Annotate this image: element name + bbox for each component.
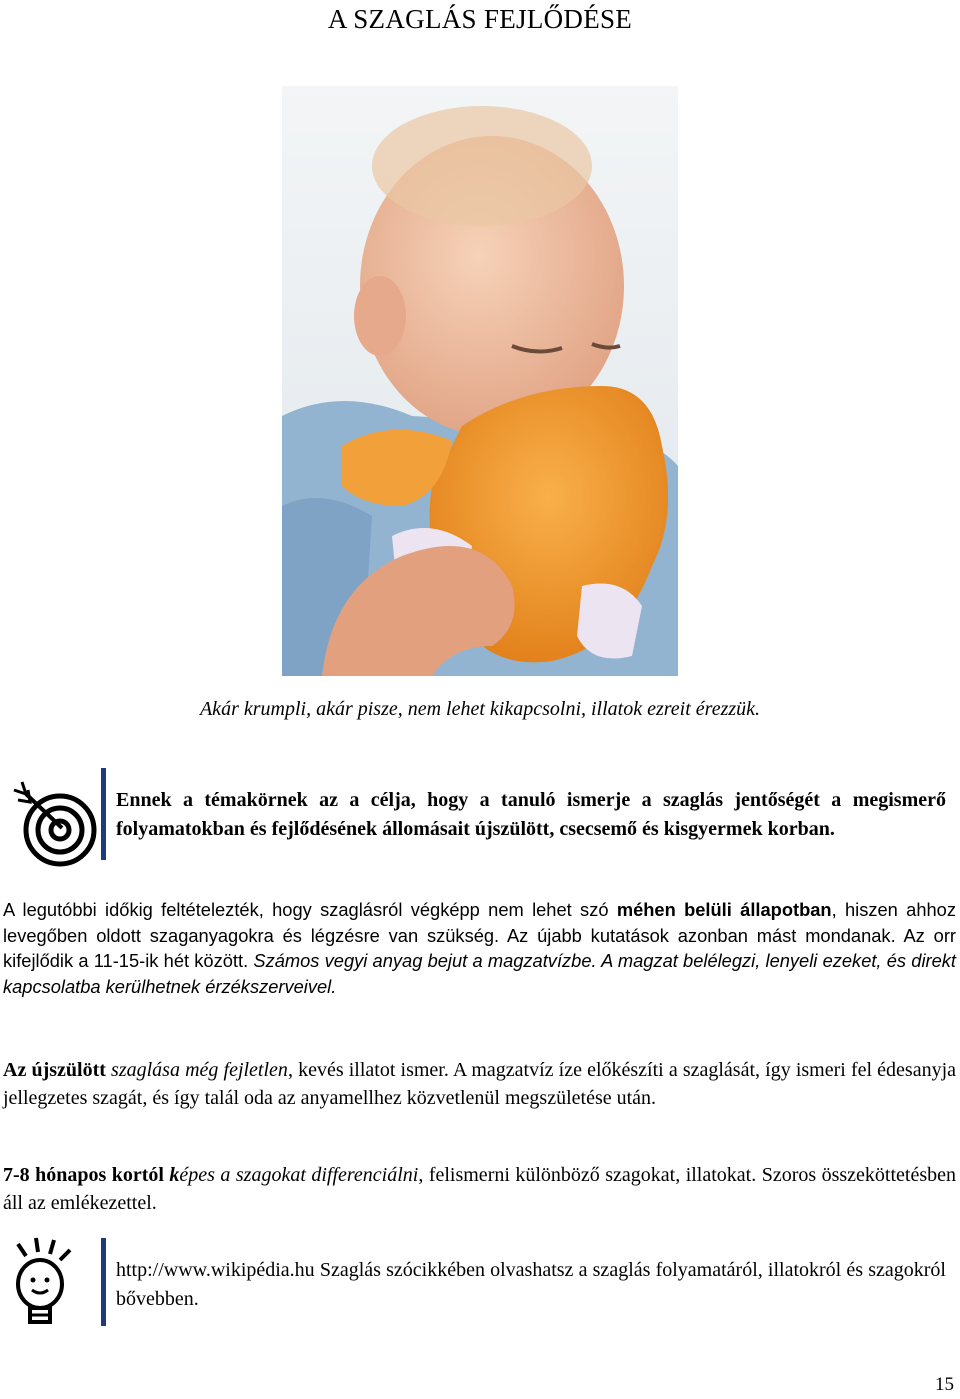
p3-italic-1: épes a szagokat differenciálni xyxy=(179,1164,419,1186)
page-number: 15 xyxy=(935,1374,954,1395)
photo-caption: Akár krumpli, akár pisze, nem lehet kikapcsolni, illatok ezreit érezzük. xyxy=(199,698,761,720)
target-arrow-icon xyxy=(10,780,102,873)
tip-accent-bar xyxy=(101,1238,106,1326)
paragraph-womb xyxy=(3,897,956,1000)
p1-italic-1: Számos vegyi anyag bejut a magzatvízbe. A magzat belélegzi, lenyeli ezeket, és direkt kapcsolatba kerülhetnek érzékszerveivel. xyxy=(3,950,956,998)
p1-text-1: A legutóbbi időkig feltételezték, hogy szaglásról végképp nem lehet szó xyxy=(3,899,617,920)
baby-illustration xyxy=(282,86,678,676)
p3-bold-italic-1: k xyxy=(169,1164,180,1186)
paragraph-newborn xyxy=(3,1056,956,1112)
lightbulb-idea-icon xyxy=(6,1236,86,1333)
p1-text-2: , hiszen ahhoz levegőben oldott szaganyagokra és légzésre van szükség. Az újabb kutatások azonban mást mondanak. Az orr kifejlődik a 11-15-ik hét között. xyxy=(3,899,956,972)
paragraph-infant xyxy=(3,1161,956,1217)
p2-italic-1: szaglása még fejletlen xyxy=(111,1059,288,1081)
goal-text: Ennek a témakörnek az a célja, hogy a tanuló ismerje a szaglás jentőségét a megismerő folyamatokban és fejlődésének állomásait újszülött, csecsemő és kisgyermek korban. xyxy=(116,789,946,840)
p3-text-2: , felismerni különböző szagokat, illatokat. Szoros összeköttetésben áll az emlékezettel. xyxy=(3,1164,956,1214)
p3-bold-1: 7-8 hónapos kortól xyxy=(3,1164,164,1186)
goal-accent-bar xyxy=(101,768,106,860)
baby-photo xyxy=(282,86,678,676)
p1-bold-1: méhen belüli állapotban xyxy=(616,899,832,920)
p2-bold-1: Az újszülött xyxy=(3,1059,106,1081)
tip-text[interactable]: http://www.wikipédia.hu Szaglás szócikkében olvashatsz a szaglás folyamatáról, illatokról és szagokról bővebben. xyxy=(116,1259,946,1310)
p2-text-2: , kevés illatot ismer. A magzatvíz íze előkészíti a szaglását, így ismeri fel édesanyja jellegzetes szagát, és így talál oda az anyamellhez közvetlenül megszületése után. xyxy=(3,1059,957,1109)
page-title: A SZAGLÁS FEJLŐDÉSE xyxy=(327,4,633,34)
